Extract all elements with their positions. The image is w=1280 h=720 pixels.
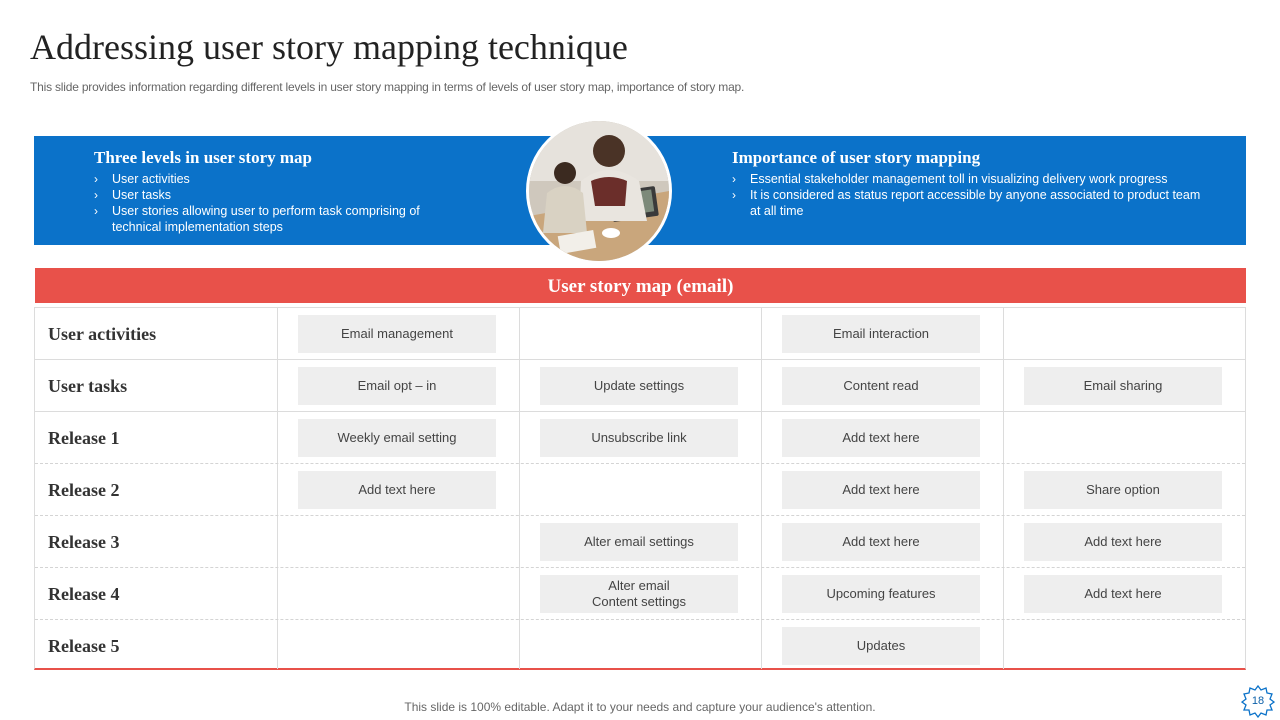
page-number: 18 bbox=[1251, 695, 1265, 707]
story-card: Email interaction bbox=[782, 315, 980, 353]
story-card: Email sharing bbox=[1024, 367, 1222, 405]
story-card: Add text here bbox=[1024, 575, 1222, 613]
story-card: Updates bbox=[782, 627, 980, 665]
story-card: Share option bbox=[1024, 471, 1222, 509]
levels-item-text: User tasks bbox=[112, 188, 172, 202]
story-map-row bbox=[35, 620, 1245, 672]
page-title: Addressing user story mapping technique bbox=[30, 27, 628, 67]
story-card: Add text here bbox=[782, 523, 980, 561]
levels-heading: Three levels in user story map bbox=[94, 148, 312, 167]
story-card: Alter email settings bbox=[540, 523, 738, 561]
importance-list bbox=[732, 171, 1202, 219]
story-card: Email opt – in bbox=[298, 367, 496, 405]
levels-item-text: User activities bbox=[112, 172, 190, 186]
page-subtitle: This slide provides information regarding different levels in user story mapping in terms of levels of user story map, importance of story map. bbox=[30, 80, 745, 94]
story-map-row bbox=[35, 516, 1245, 568]
story-card: Add text here bbox=[782, 419, 980, 457]
row-label: User activities bbox=[48, 324, 157, 344]
story-map-row bbox=[35, 360, 1245, 412]
row-label: User tasks bbox=[48, 376, 128, 396]
story-card: Add text here bbox=[782, 471, 980, 509]
photo-illustration bbox=[529, 121, 669, 261]
story-map-row bbox=[35, 308, 1245, 360]
row-label: Release 1 bbox=[48, 428, 120, 448]
story-card: Unsubscribe link bbox=[540, 419, 738, 457]
importance-item bbox=[732, 187, 1202, 219]
importance-panel bbox=[732, 148, 1202, 219]
story-map-row bbox=[35, 568, 1245, 620]
chevron-right-icon: › bbox=[94, 172, 98, 186]
chevron-right-icon: › bbox=[94, 188, 98, 202]
row-label: Release 4 bbox=[48, 584, 120, 604]
chevron-right-icon: › bbox=[94, 204, 98, 218]
importance-heading: Importance of user story mapping bbox=[732, 148, 981, 167]
story-card: Add text here bbox=[298, 471, 496, 509]
story-card: Add text here bbox=[1024, 523, 1222, 561]
story-map-title: User story map (email) bbox=[35, 268, 1246, 303]
story-card: Update settings bbox=[540, 367, 738, 405]
levels-panel bbox=[94, 148, 454, 235]
levels-item-text: User stories allowing user to perform task comprising of technical implementation steps bbox=[112, 204, 420, 234]
chevron-right-icon: › bbox=[732, 188, 736, 202]
story-map-row bbox=[35, 412, 1245, 464]
importance-item-text: It is considered as status report accessible by anyone associated to product team at all time bbox=[750, 188, 1201, 218]
row-label: Release 2 bbox=[48, 480, 120, 500]
story-card: Weekly email setting bbox=[298, 419, 496, 457]
people-working-photo bbox=[526, 118, 672, 264]
chevron-right-icon: › bbox=[732, 172, 736, 186]
story-card: Upcoming features bbox=[782, 575, 980, 613]
story-map-grid bbox=[34, 307, 1246, 670]
row-label: Release 5 bbox=[48, 636, 120, 656]
levels-item bbox=[94, 203, 454, 235]
importance-item-text: Essential stakeholder management toll in visualizing delivery work progress bbox=[750, 172, 1168, 186]
levels-list bbox=[94, 171, 454, 235]
story-map-row bbox=[35, 464, 1245, 516]
levels-item bbox=[94, 171, 454, 187]
slide-footer: This slide is 100% editable. Adapt it to your needs and capture your audience's attention. bbox=[404, 700, 876, 714]
story-card: Email management bbox=[298, 315, 496, 353]
story-card: Alter email Content settings bbox=[540, 575, 738, 613]
story-card: Content read bbox=[782, 367, 980, 405]
importance-item bbox=[732, 171, 1202, 187]
levels-item bbox=[94, 187, 454, 203]
row-label: Release 3 bbox=[48, 532, 120, 552]
